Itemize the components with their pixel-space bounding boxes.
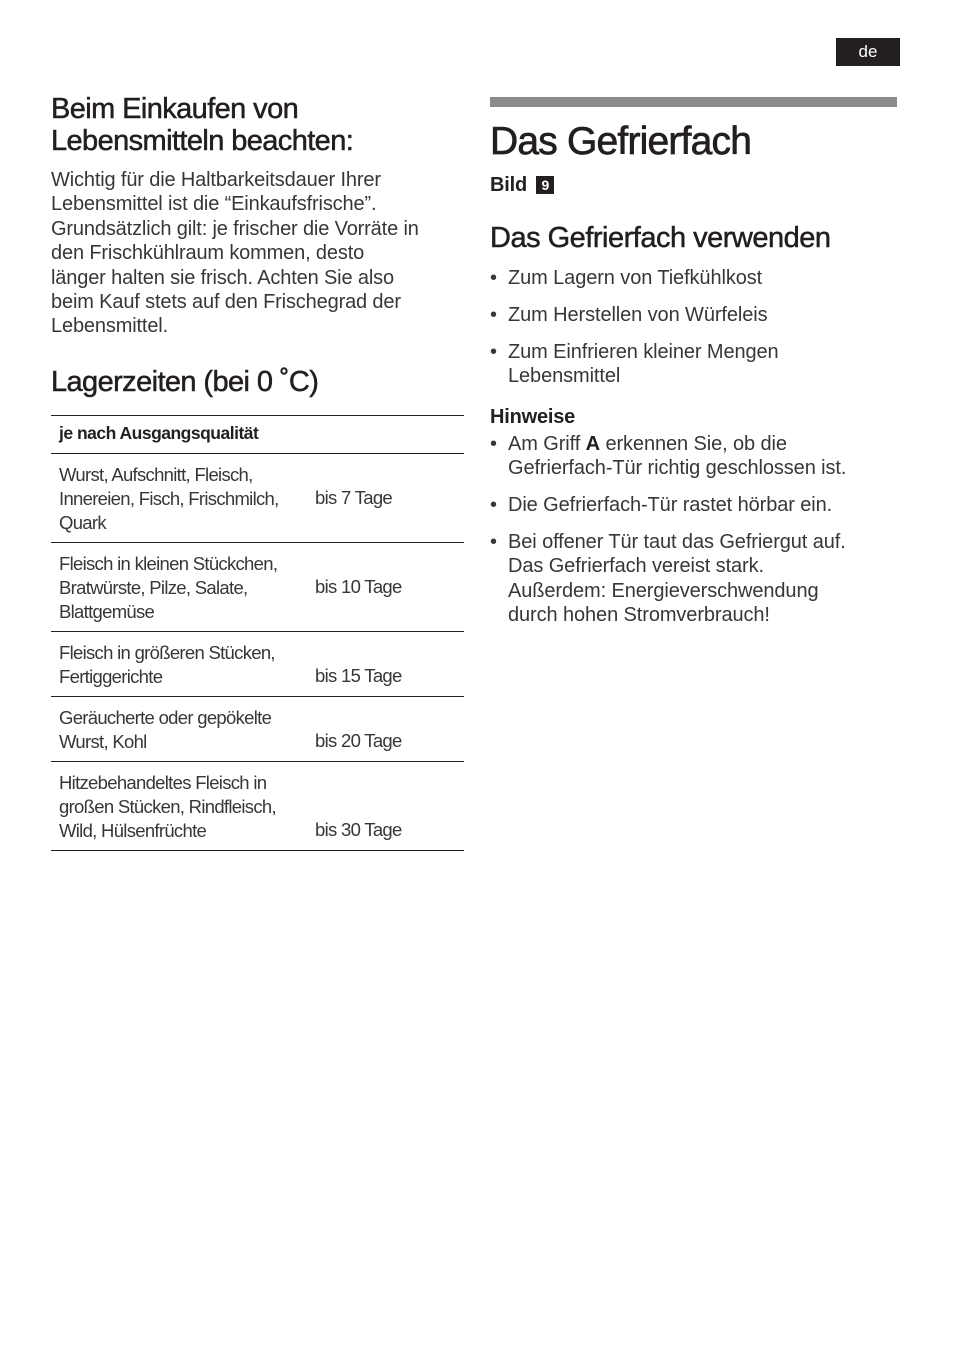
text-run: Am Griff (508, 432, 586, 455)
item-text: Zum Einfrieren kleiner Mengen (508, 340, 779, 363)
duration-cell: bis 30 Tage (309, 761, 464, 850)
use-list (490, 266, 898, 389)
duration-cell: bis 7 Tage (309, 453, 464, 542)
food-line: Fleisch in größeren Stücken, (59, 641, 275, 663)
list-item (490, 530, 898, 628)
food-cell (51, 696, 309, 761)
use-heading: Das Gefrierfach verwenden (490, 222, 831, 254)
heading-line: Beim Einkaufen von (51, 93, 299, 125)
storage-heading: Lagerzeiten (bei 0 ˚C) (51, 365, 319, 398)
list-item (490, 432, 898, 481)
food-cell (51, 453, 309, 542)
item-text: Das Gefrierfach vereist stark. (508, 555, 764, 578)
language-badge: de (836, 38, 900, 66)
left-column (51, 93, 464, 851)
food-line: Innereien, Fisch, Frischmilch, (59, 487, 279, 509)
text-line: Wichtig für die Haltbarkeitsdauer Ihrer (51, 169, 381, 191)
bullet-icon: • (490, 493, 497, 516)
table-row (51, 542, 464, 631)
item-text: Die Gefrierfach-Tür rastet hörbar ein. (508, 493, 833, 516)
bullet-icon: • (490, 267, 497, 289)
text-line: länger halten sie frisch. Achten Sie also (51, 266, 394, 289)
duration-cell: bis 20 Tage (309, 696, 464, 761)
food-cell (51, 542, 309, 631)
table-header: je nach Ausgangsqualität (51, 415, 464, 453)
text-line: den Frischkühlraum kommen, desto (51, 242, 365, 265)
item-text: Bei offener Tür taut das Gefriergut auf. (508, 530, 846, 553)
list-item (490, 493, 898, 517)
food-line: Blattgemüse (59, 600, 155, 622)
list-item (490, 340, 898, 389)
list-item (490, 266, 898, 290)
food-line: Fertiggerichte (59, 665, 163, 687)
storage-times-table (51, 415, 464, 851)
food-line: Wurst, Aufschnitt, Fleisch, (59, 463, 253, 485)
food-line: Geräucherte oder gepökelte (59, 706, 272, 728)
notes-heading: Hinweise (490, 405, 576, 428)
item-text: Gefrierfach-Tür richtig geschlossen ist. (508, 457, 847, 480)
right-column (490, 97, 898, 627)
food-line: Wurst, Kohl (59, 730, 147, 752)
shopping-heading (51, 93, 464, 157)
table-row (51, 631, 464, 696)
food-line: Fleisch in kleinen Stückchen, (59, 552, 278, 574)
food-line: Wild, Hülsenfrüchte (59, 819, 207, 841)
duration-cell: bis 15 Tage (309, 631, 464, 696)
text-line: Lebensmittel. (51, 315, 169, 338)
food-line: Hitzebehandeltes Fleisch in (59, 771, 267, 793)
table-row (51, 761, 464, 850)
duration-cell: bis 10 Tage (309, 542, 464, 631)
item-text (508, 432, 898, 456)
text-run: erkennen Sie, ob die (599, 432, 787, 455)
bullet-icon: • (490, 303, 497, 326)
notes-list (490, 432, 898, 628)
section-rule (490, 97, 897, 107)
item-text: Zum Herstellen von Würfeleis (508, 303, 768, 326)
food-cell (51, 761, 309, 850)
food-line: Bratwürste, Pilze, Salate, (59, 576, 248, 598)
table-header-row (51, 415, 464, 453)
food-line: Quark (59, 511, 106, 533)
text-line: beim Kauf stets auf den Frischegrad der (51, 291, 401, 314)
text-line: Grundsätzlich gilt: je frischer die Vorräte in (51, 217, 419, 240)
text-line: Lebensmittel ist die “Einkaufsfrische”. (51, 193, 377, 216)
figure-number-badge: 9 (536, 176, 554, 194)
shopping-paragraph (51, 168, 464, 339)
bullet-icon: • (490, 340, 497, 363)
bullet-icon: • (490, 432, 497, 455)
page-title: Das Gefrierfach (490, 120, 752, 163)
food-cell (51, 631, 309, 696)
list-item (490, 303, 898, 327)
table-row (51, 453, 464, 542)
food-line: großen Stücken, Rindfleisch, (59, 795, 276, 817)
item-text: Zum Lagern von Tiefkühlkost (508, 267, 763, 289)
item-text: durch hohen Stromverbrauch! (508, 604, 770, 627)
grip-label: A (585, 432, 600, 455)
item-text: Außerdem: Energieverschwendung (508, 579, 819, 602)
table-row (51, 696, 464, 761)
item-text: Lebensmittel (508, 365, 621, 388)
figure-label: Bild (490, 174, 527, 196)
bullet-icon: • (490, 530, 497, 553)
figure-reference (490, 173, 898, 197)
heading-line: Lebensmitteln beachten: (51, 125, 354, 157)
